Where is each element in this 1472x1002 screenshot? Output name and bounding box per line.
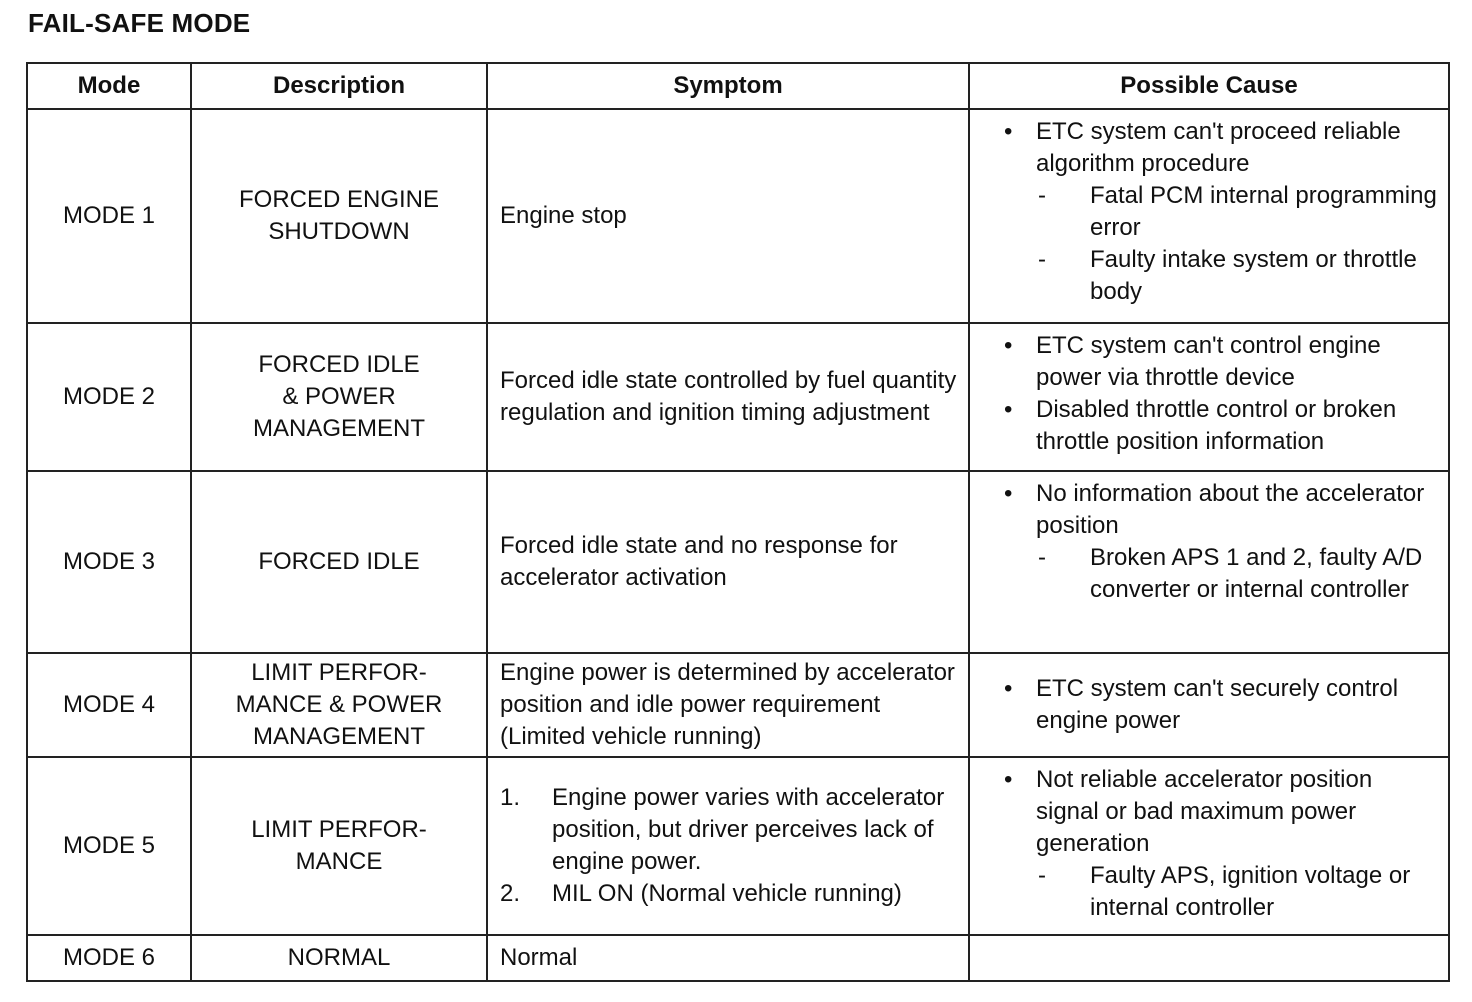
fail-safe-mode-table <box>26 62 1450 982</box>
sub-cause-list <box>1036 860 1440 924</box>
description-line: MANAGEMENT <box>252 723 425 750</box>
column-header-symptom: Symptom <box>487 63 969 109</box>
description-line: MANCE & POWER <box>235 691 443 718</box>
symptom-cell: Engine stop <box>487 109 969 323</box>
cause-item <box>1004 116 1440 308</box>
possible-cause-cell <box>969 109 1449 323</box>
step-text: Engine power varies with accelerator position, but driver perceives lack of engine power. <box>552 784 945 875</box>
symptom-step-list <box>500 782 960 910</box>
cause-item <box>1004 478 1440 606</box>
symptom-step <box>500 782 960 878</box>
possible-cause-cell <box>969 935 1449 981</box>
cause-list <box>1004 673 1440 737</box>
cause-item: • ETC system can't securely control engine power <box>1004 673 1440 737</box>
description-line: MANAGEMENT <box>252 415 425 442</box>
cause-text: ETC system can't proceed reliable algorithm procedure <box>1036 118 1401 177</box>
sub-cause-list <box>1036 542 1440 606</box>
symptom-cell: Forced idle state and no response for accelerator activation <box>487 471 969 653</box>
possible-cause-cell <box>969 653 1449 757</box>
description-line: & POWER <box>282 383 396 410</box>
cause-list <box>1004 116 1440 308</box>
table-row <box>27 323 1449 471</box>
description-line: FORCED IDLE <box>258 351 420 378</box>
mode-cell: MODE 2 <box>27 323 191 471</box>
description-cell <box>191 653 487 757</box>
sub-cause-list <box>1036 180 1440 308</box>
description-line: LIMIT PERFOR- <box>251 816 427 843</box>
description-line: MANCE <box>295 848 383 875</box>
symptom-step <box>500 878 960 910</box>
table-header-row <box>27 63 1449 109</box>
symptom-cell: Forced idle state controlled by fuel quantity regulation and ignition timing adjustment <box>487 323 969 471</box>
cause-list <box>1004 330 1440 458</box>
possible-cause-cell <box>969 471 1449 653</box>
mode-cell: MODE 5 <box>27 757 191 935</box>
step-number: 2. <box>500 880 521 907</box>
step-text: MIL ON (Normal vehicle running) <box>552 880 902 907</box>
cause-item: • Disabled throttle control or broken throttle position information <box>1004 394 1440 458</box>
cause-item <box>1004 764 1440 924</box>
column-header-possible-cause: Possible Cause <box>969 63 1449 109</box>
mode-cell: MODE 6 <box>27 935 191 981</box>
sub-cause-item: - Faulty intake system or throttle body <box>1036 244 1440 308</box>
table-row <box>27 935 1449 981</box>
description-cell <box>191 471 487 653</box>
description-cell <box>191 109 487 323</box>
cause-list <box>1004 764 1440 924</box>
sub-cause-item: - Broken APS 1 and 2, faulty A/D converter or internal controller <box>1036 542 1440 606</box>
step-number: 1. <box>500 784 521 811</box>
mode-cell: MODE 3 <box>27 471 191 653</box>
description-line: FORCED ENGINE <box>238 186 439 213</box>
description-line: FORCED IDLE <box>258 548 420 575</box>
cause-item: • ETC system can't control engine power via throttle device <box>1004 330 1440 394</box>
symptom-cell <box>487 757 969 935</box>
cause-text: No information about the accelerator position <box>1036 480 1425 539</box>
mode-cell: MODE 1 <box>27 109 191 323</box>
symptom-cell: Normal <box>487 935 969 981</box>
description-line: LIMIT PERFOR- <box>251 659 427 686</box>
possible-cause-cell <box>969 323 1449 471</box>
cause-text: Not reliable accelerator position signal or bad maximum power generation <box>1036 766 1373 857</box>
mode-cell: MODE 4 <box>27 653 191 757</box>
description-cell <box>191 757 487 935</box>
description-cell <box>191 935 487 981</box>
description-line: SHUTDOWN <box>268 218 410 245</box>
column-header-description: Description <box>191 63 487 109</box>
possible-cause-cell <box>969 757 1449 935</box>
table-row <box>27 109 1449 323</box>
column-header-mode: Mode <box>27 63 191 109</box>
sub-cause-item: - Fatal PCM internal programming error <box>1036 180 1440 244</box>
description-line: NORMAL <box>287 944 391 971</box>
sub-cause-item: - Faulty APS, ignition voltage or internal controller <box>1036 860 1440 924</box>
table-row <box>27 757 1449 935</box>
cause-list <box>1004 478 1440 606</box>
table-row <box>27 653 1449 757</box>
description-cell <box>191 323 487 471</box>
symptom-cell: Engine power is determined by accelerator position and idle power requirement (Limited vehicle running) <box>487 653 969 757</box>
document-title: FAIL-SAFE MODE <box>28 8 251 38</box>
table-row <box>27 471 1449 653</box>
